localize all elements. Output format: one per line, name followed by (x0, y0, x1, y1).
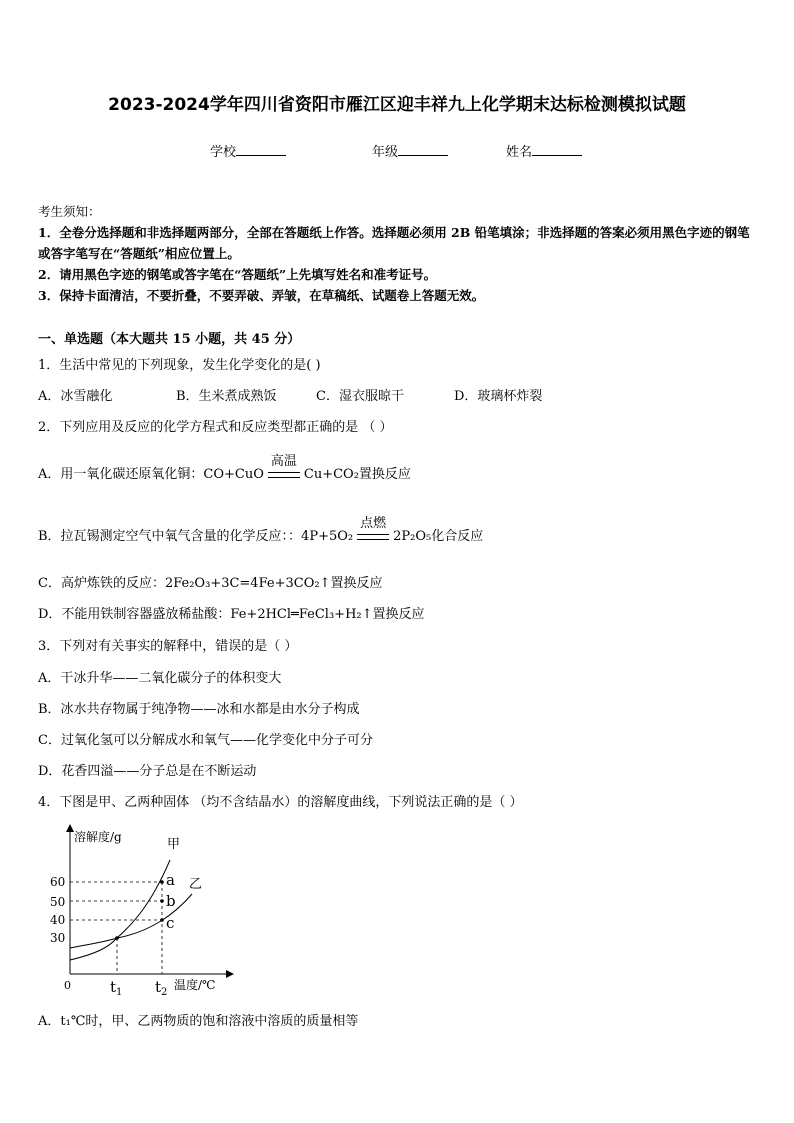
x-axis-label: 温度/℃ (174, 978, 216, 992)
point-a (160, 880, 164, 884)
point-c-label: c (166, 914, 175, 932)
grade-label: 年级 (372, 145, 399, 160)
point-c (160, 918, 164, 922)
grade-field (372, 141, 448, 160)
y-tick-30: 30 (50, 931, 66, 945)
school-field (210, 141, 286, 160)
point-b-label: b (166, 892, 176, 910)
y-axis-label: 溶解度/g (74, 830, 122, 844)
name-label: 姓名 (506, 145, 533, 160)
name-field (506, 141, 582, 160)
point-b (160, 899, 164, 903)
q2-a-reactants: A．用一氧化碳还原氧化铜：CO+CuO (38, 467, 264, 482)
q1-option-a: A．冰雪融化 (38, 389, 113, 404)
q1-option-c: C．湿衣服晾干 (316, 389, 404, 404)
q2-a-condition-arrow (264, 454, 304, 482)
q2-b-reactants: B．拉瓦锡测定空气中氧气含量的化学反应：：4P+5O₂ (38, 529, 354, 544)
q2-a-products: Cu+CO₂置换反应 (303, 467, 411, 482)
point-intersection (115, 936, 119, 940)
school-label: 学校 (210, 145, 237, 160)
q3-stem: 3．下列对有关事实的解释中，错误的是（ ） (38, 639, 298, 654)
page-title: 2023-2024学年四川省资阳市雁江区迎丰祥九上化学期末达标检测模拟试题 (108, 95, 686, 115)
series-jia-label: 甲 (167, 837, 181, 852)
q1-option-d: D．玻璃杯炸裂 (454, 389, 543, 404)
x-tick-t2: $t_2$ (155, 978, 168, 998)
y-tick-50: 50 (50, 895, 66, 909)
grade-blank[interactable] (398, 143, 448, 156)
q2-b-condition: 点燃 (360, 516, 387, 531)
name-blank[interactable] (532, 143, 582, 156)
q3-option-d: D．花香四溢——分子总是在不断运动 (38, 764, 257, 779)
q3-option-c: C．过氧化氢可以分解成水和氧气——化学变化中分子可分 (38, 733, 373, 748)
notes-item-3: 3．保持卡面清洁，不要折叠，不要弄破、弄皱，在草稿纸、试题卷上答题无效。 (38, 288, 485, 303)
q4-stem: 4．下图是甲、乙两种固体 （均不含结晶水）的溶解度曲线，下列说法正确的是（ ） (38, 795, 523, 810)
x-tick-t1: $t_1$ (110, 978, 123, 998)
q1-stem: 1．生活中常见的下列现象，发生化学变化的是( ) (38, 358, 321, 373)
notes-item-1: 1．全卷分选择题和非选择题两部分，全部在答题纸上作答。选择题必须用 2B 铅笔填涂；非选择题的答案必须用黑色字迹的钢笔或答字笔写在“答题纸”相应位置上。 (38, 225, 750, 261)
q2-option-b (38, 516, 484, 544)
solubility-chart (40, 822, 240, 1002)
q3-option-b: B．冰水共存物属于纯净物——冰和水都是由水分子构成 (38, 702, 360, 717)
y-tick-40: 40 (50, 913, 66, 927)
school-blank[interactable] (236, 143, 286, 156)
q3-option-a: A．干冰升华——二氧化碳分子的体积变大 (38, 671, 282, 686)
q2-option-d: D．不能用铁制容器盛放稀盐酸：Fe+2HCl═FeCl₃+H₂↑置换反应 (38, 607, 425, 622)
notes-heading: 考生须知： (38, 204, 101, 219)
notes-item-2: 2．请用黑色字迹的钢笔或答字笔在“答题纸”上先填写姓名和准考证号。 (38, 267, 437, 282)
q2-a-condition: 高温 (270, 454, 297, 469)
section-heading: 一、单选题（本大题共 15 小题，共 45 分） (38, 332, 301, 347)
q2-option-c: C．高炉炼铁的反应：2Fe₂O₃+3C=4Fe+3CO₂↑置换反应 (38, 576, 383, 591)
q4-option-a: A．t₁℃时，甲、乙两物质的饱和溶液中溶质的质量相等 (38, 1014, 359, 1029)
y-tick-60: 60 (50, 875, 66, 889)
series-yi-label: 乙 (189, 877, 203, 892)
exam-notes (38, 201, 758, 306)
q1-option-b: B．生米煮成熟饭 (176, 389, 277, 404)
q2-b-products: 2P₂O₅化合反应 (393, 529, 484, 544)
q2-option-a (38, 454, 411, 482)
point-a-label: a (166, 871, 175, 889)
q2-b-condition-arrow (353, 516, 393, 544)
q2-stem: 2．下列应用及反应的化学方程式和反应类型都正确的是 （ ） (38, 420, 393, 435)
origin-label: 0 (64, 979, 71, 992)
